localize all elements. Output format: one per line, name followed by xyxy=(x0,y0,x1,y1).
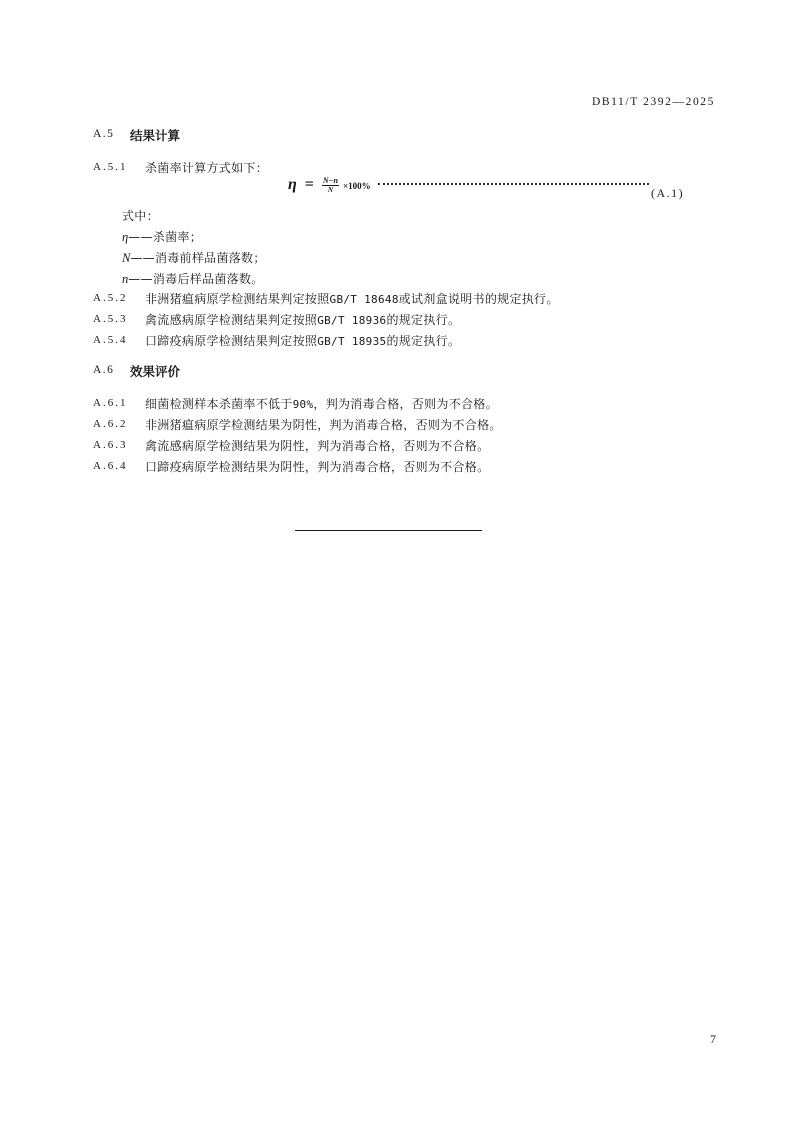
clause-a54-pre: 口蹄疫病原学检测结果判定按照 xyxy=(145,334,318,348)
end-rule xyxy=(295,530,482,531)
symbol-eta: η xyxy=(122,230,129,244)
desc-eta: ——杀菌率； xyxy=(128,230,203,244)
clause-a61-pre: 细菌检测样本杀菌率不低于 xyxy=(145,397,293,411)
clause-a61 xyxy=(145,395,498,412)
clause-a53 xyxy=(145,311,460,328)
clause-text-a62: 非洲猪瘟病原学检测结果为阴性，判为消毒合格，否则为不合格。 xyxy=(145,418,502,432)
formula-multiplier: ×100% xyxy=(342,181,371,192)
formula-numerator: N−n xyxy=(322,176,338,185)
formula-number: (A.1) xyxy=(651,186,685,200)
formula-fraction xyxy=(322,176,339,195)
clause-number-a62: A.6.2 xyxy=(93,418,128,430)
clause-number-a63: A.6.3 xyxy=(93,439,128,451)
clause-number-a51: A.5.1 xyxy=(93,161,128,173)
clause-a54-post: 的规定执行。 xyxy=(386,334,461,348)
clause-a54-standard: GB/T 18935 xyxy=(317,335,387,348)
clause-a52-standard: GB/T 18648 xyxy=(329,293,399,306)
page-number: 7 xyxy=(710,1032,716,1046)
clause-a61-post: ，判为消毒合格，否则为不合格。 xyxy=(313,397,498,411)
clause-number-a61: A.6.1 xyxy=(93,397,128,409)
clause-a53-post: 的规定执行。 xyxy=(386,313,461,327)
clause-a54 xyxy=(145,332,460,349)
symbol-N: N xyxy=(122,251,131,265)
clause-a53-pre: 禽流感病原学检测结果判定按照 xyxy=(145,313,318,327)
clause-text-a64: 口蹄疫病原学检测结果为阴性，判为消毒合格，否则为不合格。 xyxy=(145,460,490,474)
formula xyxy=(288,176,371,195)
section-title-a5: 结果计算 xyxy=(130,128,181,143)
clause-number-a52: A.5.2 xyxy=(93,292,128,304)
clause-a53-standard: GB/T 18936 xyxy=(317,314,387,327)
section-number-a6: A.6 xyxy=(93,364,115,376)
clause-a52-post: 或试剂盒说明书的规定执行。 xyxy=(398,292,559,306)
formula-denominator: N xyxy=(327,186,333,194)
section-number-a5: A.5 xyxy=(93,128,115,140)
clause-a52-pre: 非洲猪瘟病原学检测结果判定按照 xyxy=(145,292,330,306)
formula-leader-dots xyxy=(378,183,649,185)
where-item-N xyxy=(122,247,266,266)
formula-equals: = xyxy=(304,176,314,194)
clause-number-a64: A.6.4 xyxy=(93,460,128,472)
where-item-n xyxy=(122,268,264,287)
where-intro: 式中： xyxy=(122,209,159,223)
clause-a52 xyxy=(145,290,559,307)
clause-text-a63: 禽流感病原学检测结果为阴性，判为消毒合格，否则为不合格。 xyxy=(145,439,490,453)
clause-number-a54: A.5.4 xyxy=(93,334,128,346)
section-title-a6: 效果评价 xyxy=(130,364,181,379)
desc-N: ——消毒前样品菌落数； xyxy=(130,251,266,265)
desc-n: ——消毒后样品菌落数。 xyxy=(128,272,264,286)
clause-text-a51: 杀菌率计算方式如下： xyxy=(145,161,269,175)
where-item-eta xyxy=(122,226,202,245)
clause-number-a53: A.5.3 xyxy=(93,313,128,325)
document-number: DB11/T 2392—2025 xyxy=(591,96,715,108)
clause-a61-value: 90% xyxy=(292,398,314,411)
symbol-n: n xyxy=(122,272,129,286)
formula-eta: η xyxy=(288,176,297,194)
